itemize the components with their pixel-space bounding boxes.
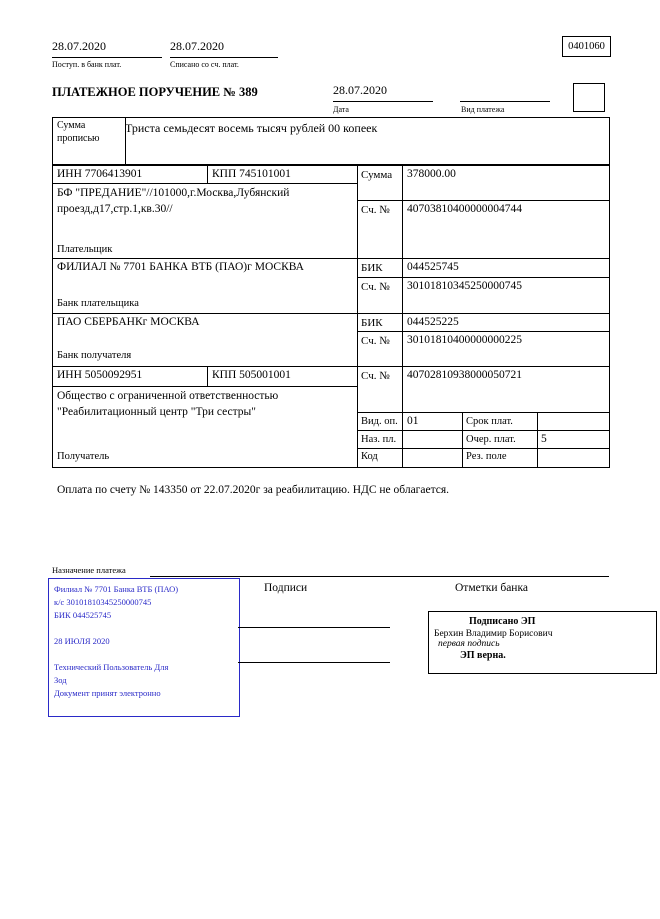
priority-label: Очер. плат. xyxy=(466,434,516,445)
amount-in-words-value: Триста семьдесят восемь тысяч рублей 00 копеек xyxy=(125,121,378,135)
sum-label: Сумма xyxy=(361,169,393,181)
stamp-line: БИК 044525745 xyxy=(54,610,112,620)
stamp-line: 28 ИЮЛЯ 2020 xyxy=(54,636,110,646)
document-date-label: Дата xyxy=(333,105,349,114)
payer-bank-name: ФИЛИАЛ № 7701 БАНКА ВТБ (ПАО)г МОСКВА xyxy=(57,261,304,273)
beneficiary-bank-account-label: Сч. № xyxy=(361,335,390,347)
ep-signer-name: Берхин Владимир Борисович xyxy=(434,629,553,639)
received-in-bank-date: 28.07.2020 xyxy=(52,40,162,58)
grid-line xyxy=(402,165,403,468)
payer-inn: ИНН 7706413901 xyxy=(57,168,143,180)
grid-line xyxy=(52,258,609,259)
payment-kind-box xyxy=(573,83,605,112)
beneficiary-kpp: КПП 505001001 xyxy=(212,369,291,381)
payer-bank-bik: 044525745 xyxy=(407,261,459,273)
bank-marks-header: Отметки банка xyxy=(455,582,528,594)
grid-line xyxy=(462,412,463,468)
stamp-line: Зод xyxy=(54,675,67,685)
payment-purpose-section-label: Назначение платежа xyxy=(52,565,126,575)
code-label: Код xyxy=(361,451,378,462)
beneficiary-name: Общество с ограниченной ответственностью "Реабилитационный центр "Три сестры" xyxy=(57,390,279,418)
op-kind-label: Вид. оп. xyxy=(361,416,398,427)
stamp-line: Документ принят электронно xyxy=(54,688,161,698)
grid-line xyxy=(357,277,609,278)
grid-line xyxy=(609,165,610,468)
grid-line xyxy=(207,165,208,184)
grid-line xyxy=(52,165,609,166)
grid-line xyxy=(52,467,609,468)
signatures-header: Подписи xyxy=(264,582,308,594)
document-title: ПЛАТЕЖНОЕ ПОРУЧЕНИЕ № 389 xyxy=(52,85,258,99)
payer-account-label: Сч. № xyxy=(361,204,390,216)
grid-line xyxy=(357,430,609,431)
stamp-line: Технический Пользователь Для xyxy=(54,662,169,672)
payer-section-label: Плательщик xyxy=(57,244,113,255)
beneficiary-account: 40702810938000050721 xyxy=(407,369,522,381)
beneficiary-bank-bik-label: БИК xyxy=(361,317,383,329)
priority-value: 5 xyxy=(541,433,547,445)
grid-line xyxy=(52,183,357,184)
beneficiary-bank-bik: 044525225 xyxy=(407,316,459,328)
payer-bank-account: 30101810345250000745 xyxy=(407,280,522,292)
grid-line xyxy=(52,366,609,367)
payer-bank-account-label: Сч. № xyxy=(361,281,390,293)
debited-from-account-label: Списано со сч. плат. xyxy=(170,60,239,69)
sum-value: 378000.00 xyxy=(407,168,456,180)
grid-line xyxy=(357,200,609,201)
payment-kind-underline xyxy=(460,101,550,102)
amount-in-words-label: Сумма прописью xyxy=(53,118,126,164)
electronic-signature-box xyxy=(428,611,657,674)
document-date-value: 28.07.2020 xyxy=(333,84,433,102)
stamp-line xyxy=(54,648,234,661)
beneficiary-section-label: Получатель xyxy=(57,451,110,462)
grid-line xyxy=(357,165,358,468)
op-kind-value: 01 xyxy=(407,415,419,427)
signature-line-1 xyxy=(238,612,390,628)
reserve-field-label: Рез. поле xyxy=(466,451,507,462)
ep-signed-title: Подписано ЭП xyxy=(469,616,536,627)
payer-account: 40703810400000004744 xyxy=(407,203,522,215)
grid-line xyxy=(52,165,53,468)
stamp-line xyxy=(54,622,234,635)
beneficiary-bank-account: 30101810400000000225 xyxy=(407,334,522,346)
beneficiary-account-label: Сч. № xyxy=(361,370,390,382)
grid-line xyxy=(357,412,609,413)
form-code-box: 0401060 xyxy=(562,36,611,57)
signature-line-2 xyxy=(238,647,390,663)
purpose-underline xyxy=(150,576,609,577)
beneficiary-bank-name: ПАО СБЕРБАНКг МОСКВА xyxy=(57,316,200,328)
grid-line xyxy=(357,448,609,449)
grid-line xyxy=(357,331,609,332)
beneficiary-inn: ИНН 5050092951 xyxy=(57,369,143,381)
payment-kind-label: Вид платежа xyxy=(461,105,505,114)
stamp-line: к/с 30101810345250000745 xyxy=(54,597,152,607)
grid-line xyxy=(537,412,538,468)
payment-purpose-text: Оплата по счету № 143350 от 22.07.2020г за реабилитацию. НДС не облагается. xyxy=(57,484,450,496)
payer-bank-section-label: Банк плательщика xyxy=(57,298,139,309)
purpose-code-label: Наз. пл. xyxy=(361,434,397,445)
amount-in-words-box xyxy=(52,117,610,165)
payer-bank-bik-label: БИК xyxy=(361,262,383,274)
payer-kpp: КПП 745101001 xyxy=(212,168,291,180)
due-date-label: Срок плат. xyxy=(466,416,513,427)
bank-electronic-stamp xyxy=(48,578,240,717)
stamp-line: Филиал № 7701 Банка ВТБ (ПАО) xyxy=(54,584,179,594)
debited-from-account-date: 28.07.2020 xyxy=(170,40,278,58)
grid-line xyxy=(52,386,357,387)
payer-name: БФ "ПРЕДАНИЕ"//101000,г.Москва,Лубянский проезд,д17,стр.1,кв.30// xyxy=(57,187,290,215)
received-in-bank-label: Поступ. в банк плат. xyxy=(52,60,122,69)
beneficiary-bank-section-label: Банк получателя xyxy=(57,350,132,361)
grid-line xyxy=(52,313,609,314)
ep-validity: ЭП верна. xyxy=(460,650,506,661)
grid-line xyxy=(207,366,208,387)
ep-signature-kind: первая подпись xyxy=(438,639,500,649)
